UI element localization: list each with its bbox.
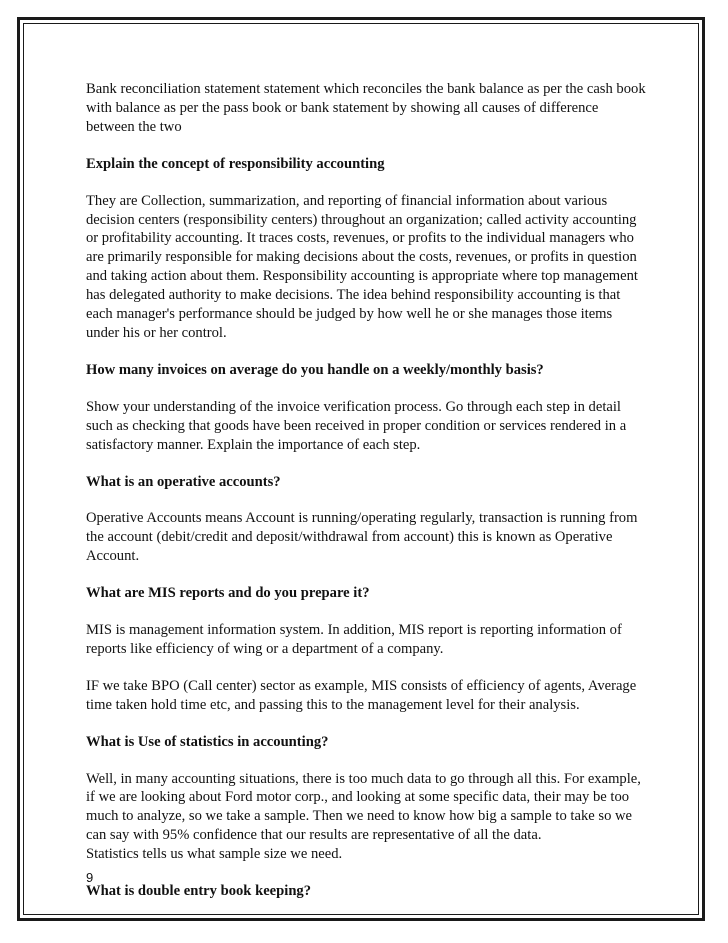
answer-operative-accounts: Operative Accounts means Account is running/operating regularly, transaction is running from the account (debit/credit and deposit/withdrawal from account) this is known as Operative Account. [86,510,638,565]
document-body [86,80,646,919]
answer-invoices: Show your understanding of the invoice verification process. Go through each step in detail such as checking that goods have been received in proper condition or services rendered in a satisfactory manner. Explain the importance of each step. [86,398,627,453]
answer-bank-reconciliation: Bank reconciliation statement statement which reconciles the bank balance as per the cash book with balance as per the pass book or bank statement by showing all causes of difference between the two [86,81,646,135]
answer-responsibility-accounting: They are Collection, summarization, and reporting of financial information about various decision centers (responsibility centers) throughout an organization; called activity accounting or profitability accounting. It traces costs, revenues, or profits to the individual managers who are primarily responsible for making decisions about the costs, revenues, or profits in question and taking action about them. Responsibility accounting is appropriate where top management has delegated authority to make decisions. The idea behind responsibility accounting is that each manager's performance should be judged by how well he or she manages those items under his or her control. [86,192,638,341]
question-statistics: What is Use of statistics in accounting? [86,733,329,750]
question-responsibility-accounting: Explain the concept of responsibility accounting [86,155,385,172]
question-invoices: How many invoices on average do you handle on a weekly/monthly basis? [86,361,544,378]
answer-statistics-1: Well, in many accounting situations, there is too much data to go through all this. For example, if we are looking about Ford motor corp., and looking at some specific data, their may be too much to analyze, so we take a sample. Then we need to know how big a sample to take so we can say with 95% confidence that our results are representative of all the data. [86,770,641,844]
page-number: 9 [86,870,94,885]
question-mis-reports: What are MIS reports and do you prepare it? [86,585,370,602]
answer-mis-reports-1: MIS is management information system. In addition, MIS report is reporting information of reports like efficiency of wing or a department of a company. [86,622,622,657]
answer-mis-reports-2: IF we take BPO (Call center) sector as example, MIS consists of efficiency of agents, Average time taken hold time etc, and passing this to the management level for their analysis. [86,677,637,713]
question-operative-accounts: What is an operative accounts? [86,473,281,490]
question-double-entry: What is double entry book keeping? [86,883,312,900]
answer-statistics-2: Statistics tells us what sample size we need. [86,846,343,863]
